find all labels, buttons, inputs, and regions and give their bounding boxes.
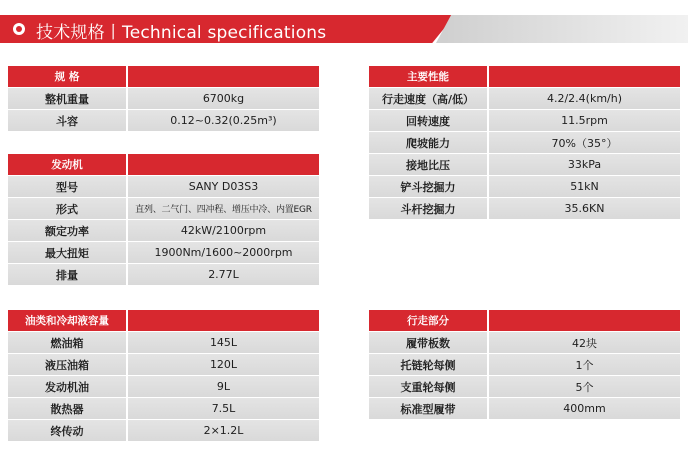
row-label: 排量 bbox=[8, 264, 126, 285]
row-label: 终传动 bbox=[8, 420, 126, 441]
table-row bbox=[369, 88, 680, 110]
table-header-fill bbox=[128, 154, 319, 175]
table-row bbox=[369, 198, 680, 220]
row-value: 2×1.2L bbox=[128, 420, 319, 441]
table-title: 行走部分 bbox=[369, 310, 487, 331]
table-header-fill bbox=[128, 66, 319, 87]
row-value: 42块 bbox=[489, 332, 680, 353]
row-label: 接地比压 bbox=[369, 154, 487, 175]
row-value: 70%（35°） bbox=[489, 132, 680, 153]
table-row bbox=[369, 176, 680, 198]
table-header bbox=[369, 310, 680, 332]
row-value: 42kW/2100rpm bbox=[128, 220, 319, 241]
table-title: 油类和冷却液容量 bbox=[8, 310, 126, 331]
performance-table bbox=[369, 66, 680, 220]
row-label: 铲斗挖掘力 bbox=[369, 176, 487, 197]
row-label: 支重轮每侧 bbox=[369, 376, 487, 397]
table-row bbox=[8, 420, 319, 442]
row-value: 145L bbox=[128, 332, 319, 353]
row-label: 整机重量 bbox=[8, 88, 126, 109]
table-row bbox=[369, 376, 680, 398]
table-row bbox=[369, 154, 680, 176]
row-label: 回转速度 bbox=[369, 110, 487, 131]
row-value: 2.77L bbox=[128, 264, 319, 285]
table-row bbox=[369, 110, 680, 132]
table-title: 主要性能 bbox=[369, 66, 487, 87]
row-label: 斗杆挖掘力 bbox=[369, 198, 487, 219]
row-value: 9L bbox=[128, 376, 319, 397]
row-label: 散热器 bbox=[8, 398, 126, 419]
table-header bbox=[369, 66, 680, 88]
table-row bbox=[369, 132, 680, 154]
row-value: 11.5rpm bbox=[489, 110, 680, 131]
table-row bbox=[8, 264, 319, 286]
table-row bbox=[8, 220, 319, 242]
banner-gray-band bbox=[436, 15, 688, 43]
row-value: 1个 bbox=[489, 354, 680, 375]
table-header bbox=[8, 66, 319, 88]
table-header bbox=[8, 310, 319, 332]
table-row bbox=[8, 398, 319, 420]
row-label: 形式 bbox=[8, 198, 126, 219]
row-value: 0.12~0.32(0.25m³) bbox=[128, 110, 319, 131]
spec-table bbox=[8, 66, 319, 132]
table-title: 规 格 bbox=[8, 66, 126, 87]
travel-table bbox=[369, 310, 680, 420]
row-label: 最大扭矩 bbox=[8, 242, 126, 263]
table-row bbox=[369, 354, 680, 376]
row-label: 行走速度（高/低） bbox=[369, 88, 487, 109]
row-value: 6700kg bbox=[128, 88, 319, 109]
table-row bbox=[8, 176, 319, 198]
row-value: 1900Nm/1600~2000rpm bbox=[128, 242, 319, 263]
table-header bbox=[8, 154, 319, 176]
row-label: 液压油箱 bbox=[8, 354, 126, 375]
row-label: 托链轮每侧 bbox=[369, 354, 487, 375]
row-value: 33kPa bbox=[489, 154, 680, 175]
table-row bbox=[369, 332, 680, 354]
table-row bbox=[8, 376, 319, 398]
table-row bbox=[8, 332, 319, 354]
row-value: 35.6KN bbox=[489, 198, 680, 219]
row-value: 直列、二气门、四冲程、增压中冷、内置EGR bbox=[128, 198, 319, 219]
table-row bbox=[8, 110, 319, 132]
row-value: 5个 bbox=[489, 376, 680, 397]
row-value: SANY D03S3 bbox=[128, 176, 319, 197]
fluids-table bbox=[8, 310, 319, 442]
table-row bbox=[8, 354, 319, 376]
table-header-fill bbox=[489, 66, 680, 87]
row-value: 7.5L bbox=[128, 398, 319, 419]
row-value: 51kN bbox=[489, 176, 680, 197]
row-value: 4.2/2.4(km/h) bbox=[489, 88, 680, 109]
table-row bbox=[8, 198, 319, 220]
row-label: 发动机油 bbox=[8, 376, 126, 397]
header-banner bbox=[0, 15, 688, 43]
row-label: 爬坡能力 bbox=[369, 132, 487, 153]
table-title: 发动机 bbox=[8, 154, 126, 175]
row-value: 120L bbox=[128, 354, 319, 375]
row-label: 斗容 bbox=[8, 110, 126, 131]
bullet-icon bbox=[13, 23, 25, 35]
table-header-fill bbox=[128, 310, 319, 331]
row-value: 400mm bbox=[489, 398, 680, 419]
page-title: 技术规格丨Technical specifications bbox=[36, 23, 327, 43]
row-label: 额定功率 bbox=[8, 220, 126, 241]
table-header-fill bbox=[489, 310, 680, 331]
row-label: 履带板数 bbox=[369, 332, 487, 353]
row-label: 型号 bbox=[8, 176, 126, 197]
table-row bbox=[8, 242, 319, 264]
table-row bbox=[369, 398, 680, 420]
row-label: 燃油箱 bbox=[8, 332, 126, 353]
table-row bbox=[8, 88, 319, 110]
engine-table bbox=[8, 154, 319, 286]
row-label: 标准型履带 bbox=[369, 398, 487, 419]
